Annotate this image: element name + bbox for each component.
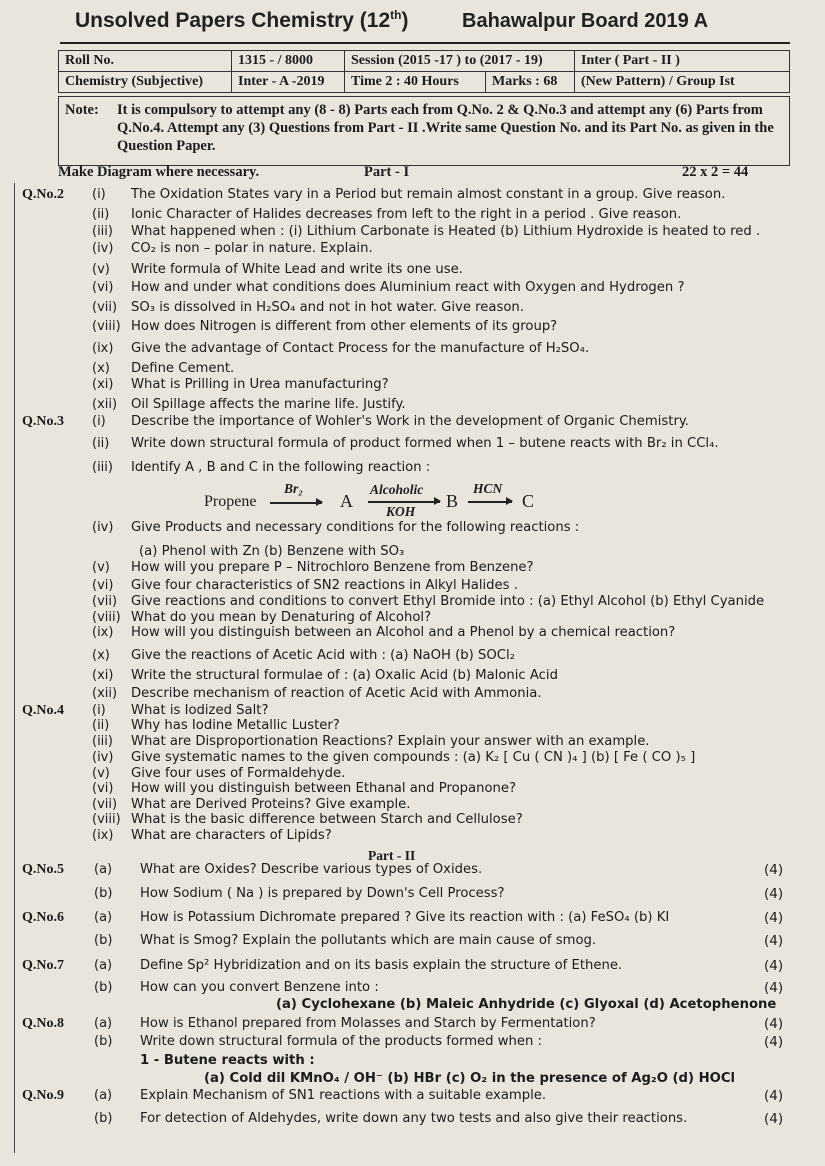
part2-marks: (4) bbox=[764, 886, 784, 902]
q3-item-text: Give reactions and conditions to convert Ethyl Bromide into : (a) Ethyl Alcohol (b) Ethyl Cyanide bbox=[131, 594, 765, 609]
part-one-title: Part - I bbox=[364, 164, 410, 180]
make-diagram-instruction: Make Diagram where necessary. bbox=[58, 164, 260, 180]
product-a: A bbox=[340, 491, 353, 511]
q3-item-number: (iii) bbox=[92, 460, 113, 475]
q3-label: Q.No.3 bbox=[22, 414, 64, 429]
q3-item-number: (iv) bbox=[92, 520, 114, 535]
q3-item-text: How will you prepare P – Nitrochloro Benzene from Benzene? bbox=[131, 560, 534, 575]
q3-item-text: Give four characteristics of SN2 reactions in Alkyl Halides . bbox=[131, 578, 518, 593]
part2-question-text: How Sodium ( Na ) is prepared by Down's Cell Process? bbox=[140, 886, 505, 901]
q3-item-number: (vii) bbox=[92, 594, 118, 609]
q4-item-number: (vi) bbox=[92, 781, 114, 796]
q2-item-number: (ix) bbox=[92, 341, 114, 356]
note-box bbox=[58, 96, 790, 166]
q3-item-text: Describe mechanism of reaction of Acetic Acid with Ammonia. bbox=[131, 686, 542, 701]
part2-question-text: 1 - Butene reacts with : bbox=[140, 1053, 315, 1068]
part2-question-text: For detection of Aldehydes, write down any two tests and also give their reactions. bbox=[140, 1111, 688, 1126]
q2-item-number: (xii) bbox=[92, 397, 118, 412]
q2-item-text: What is Prilling in Urea manufacturing? bbox=[131, 377, 389, 392]
q3-item-number: (i) bbox=[92, 414, 106, 429]
q4-item-text: How will you distinguish between Ethanal and Propanone? bbox=[131, 781, 516, 796]
part2-question-label: Q.No.7 bbox=[22, 958, 64, 973]
pattern-cell: (New Pattern) / Group Ist bbox=[575, 72, 790, 93]
reagent-2-top: Alcoholic bbox=[370, 482, 424, 497]
part2-question-text: How can you convert Benzene into : bbox=[140, 980, 379, 995]
q4-item-number: (viii) bbox=[92, 812, 121, 827]
q2-item-number: (ii) bbox=[92, 207, 110, 222]
q4-item-text: What are characters of Lipids? bbox=[131, 828, 332, 843]
reaction-arrow-2 bbox=[368, 501, 440, 503]
part2-question-text: What is Smog? Explain the pollutants which are main cause of smog. bbox=[140, 933, 597, 948]
part2-question-label: Q.No.5 bbox=[22, 862, 64, 877]
part2-marks: (4) bbox=[764, 980, 784, 996]
q3-item-text: What do you mean by Denaturing of Alcohol? bbox=[131, 610, 432, 625]
q2-item-text: CO₂ is non – polar in nature. Explain. bbox=[131, 241, 373, 256]
part2-part-number: (b) bbox=[94, 980, 113, 995]
part2-question-text: (a) Cyclohexane (b) Maleic Anhydride (c) Glyoxal (d) Acetophenone bbox=[276, 997, 777, 1012]
q4-label: Q.No.4 bbox=[22, 703, 64, 718]
q2-item-text: Write formula of White Lead and write its one use. bbox=[131, 262, 463, 277]
q2-item-number: (vii) bbox=[92, 300, 118, 315]
reagent-2-bottom: KOH bbox=[386, 504, 416, 519]
q2-item-number: (vi) bbox=[92, 280, 114, 295]
paper-title: Unsolved Papers Chemistry (12th) bbox=[75, 8, 409, 32]
q2-item-text: How does Nitrogen is different from other elements of its group? bbox=[131, 319, 558, 334]
part2-question-text: (a) Cold dil KMnO₄ / OH⁻ (b) HBr (c) O₂ in the presence of Ag₂O (d) HOCl bbox=[204, 1071, 736, 1086]
q3-item-text: How will you distinguish between an Alcohol and a Phenol by a chemical reaction? bbox=[131, 625, 676, 640]
reagent-3: HCN bbox=[473, 481, 503, 496]
board-name: Bahawalpur Board 2019 A bbox=[462, 10, 709, 32]
q3-item-text: Write the structural formulae of : (a) Oxalic Acid (b) Malonic Acid bbox=[131, 668, 558, 683]
q4-item-text: Give four uses of Formaldehyde. bbox=[131, 766, 346, 781]
part2-marks: (4) bbox=[764, 1034, 784, 1050]
part-one-marks: 22 x 2 = 44 bbox=[682, 164, 749, 180]
q4-item-number: (iii) bbox=[92, 734, 113, 749]
reaction-reactant: Propene bbox=[204, 493, 257, 510]
q3-item-text: (a) Phenol with Zn (b) Benzene with SO₃ bbox=[139, 544, 405, 559]
q2-item-text: SO₃ is dissolved in H₂SO₄ and not in hot water. Give reason. bbox=[131, 300, 524, 315]
inter-year-cell: Inter - A -2019 bbox=[232, 72, 345, 93]
q2-label: Q.No.2 bbox=[22, 187, 64, 202]
q2-item-text: Ionic Character of Halides decreases from left to the right in a period . Give reason. bbox=[131, 207, 682, 222]
part2-marks: (4) bbox=[764, 933, 784, 949]
q2-item-number: (x) bbox=[92, 361, 110, 376]
time-cell: Time 2 : 40 Hours bbox=[345, 72, 486, 93]
q4-item-text: Give systematic names to the given compounds : (a) K₂ [ Cu ( CN )₄ ] (b) [ Fe ( CO )₅ ] bbox=[131, 750, 696, 765]
part2-part-number: (a) bbox=[94, 1016, 113, 1031]
part2-part-number: (b) bbox=[94, 933, 113, 948]
q3-item-number: (ix) bbox=[92, 625, 114, 640]
q4-item-number: (iv) bbox=[92, 750, 114, 765]
part2-question-text: What are Oxides? Describe various types of Oxides. bbox=[140, 862, 483, 877]
q2-item-text: What happened when : (i) Lithium Carbonate is Heated (b) Lithium Hydroxide is heated to red . bbox=[131, 224, 761, 239]
q4-item-text: What is the basic difference between Starch and Cellulose? bbox=[131, 812, 523, 827]
q2-item-text: Define Cement. bbox=[131, 361, 235, 376]
q4-item-number: (v) bbox=[92, 766, 110, 781]
reaction-arrow-1 bbox=[270, 502, 322, 504]
q3-item-number: (v) bbox=[92, 560, 110, 575]
subject-cell: Chemistry (Subjective) bbox=[59, 72, 232, 93]
part2-question-text: How is Potassium Dichromate prepared ? Give its reaction with : (a) FeSO₄ (b) KI bbox=[140, 910, 670, 925]
q2-item-text: How and under what conditions does Aluminium react with Oxygen and Hydrogen ? bbox=[131, 280, 685, 295]
q4-item-number: (ix) bbox=[92, 828, 114, 843]
inter-part-cell: Inter ( Part - II ) bbox=[575, 51, 790, 72]
q4-item-text: What are Disproportionation Reactions? Explain your answer with an example. bbox=[131, 734, 650, 749]
note-text: It is compulsory to attempt any (8 - 8) Parts each from Q.No. 2 & Q.No.3 and attempt any (6) Parts from Q.No.4. Attempt any (3) Questions from Part - II .Write same Question No. and its Part No. as given in the Question Paper. bbox=[117, 102, 774, 154]
q3-item-number: (vi) bbox=[92, 578, 114, 593]
part2-part-number: (a) bbox=[94, 862, 113, 877]
q2-item-number: (viii) bbox=[92, 319, 121, 334]
q4-item-text: What is Iodized Salt? bbox=[131, 703, 269, 718]
q3-item-number: (xi) bbox=[92, 668, 114, 683]
reagent-1: Br₂ bbox=[284, 481, 303, 496]
q4-item-text: Why has Iodine Metallic Luster? bbox=[131, 718, 340, 733]
part2-question-text: Define Sp² Hybridization and on its basis explain the structure of Ethene. bbox=[140, 958, 623, 973]
part2-marks: (4) bbox=[764, 910, 784, 926]
q3-item-number: (viii) bbox=[92, 610, 121, 625]
session-cell: Session (2015 -17 ) to (2017 - 19) bbox=[345, 51, 575, 72]
part2-marks: (4) bbox=[764, 958, 784, 974]
part2-marks: (4) bbox=[764, 1111, 784, 1127]
part2-question-label: Q.No.8 bbox=[22, 1016, 64, 1031]
part2-part-number: (a) bbox=[94, 958, 113, 973]
q4-item-text: What are Derived Proteins? Give example. bbox=[131, 797, 411, 812]
part2-part-number: (b) bbox=[94, 1034, 113, 1049]
part2-part-number: (a) bbox=[94, 910, 113, 925]
part2-question-text: Explain Mechanism of SN1 reactions with a suitable example. bbox=[140, 1088, 547, 1103]
part2-part-number: (b) bbox=[94, 886, 113, 901]
q3-item-text: Give the reactions of Acetic Acid with : (a) NaOH (b) SOCl₂ bbox=[131, 648, 515, 663]
header-divider bbox=[60, 42, 790, 44]
q2-item-text: Oil Spillage affects the marine life. Justify. bbox=[131, 397, 406, 412]
q3-item-text: Describe the importance of Wohler's Work in the development of Organic Chemistry. bbox=[131, 414, 689, 429]
q4-item-number: (i) bbox=[92, 703, 106, 718]
q2-item-number: (xi) bbox=[92, 377, 114, 392]
q2-item-number: (iv) bbox=[92, 241, 114, 256]
product-c: C bbox=[522, 491, 535, 511]
note-label: Note: bbox=[65, 102, 99, 118]
part2-part-number: (a) bbox=[94, 1088, 113, 1103]
q4-item-number: (ii) bbox=[92, 718, 110, 733]
part2-question-text: How is Ethanol prepared from Molasses and Starch by Fermentation? bbox=[140, 1016, 596, 1031]
part2-question-text: Write down structural formula of the products formed when : bbox=[140, 1034, 542, 1049]
part-two-title: Part - II bbox=[368, 848, 416, 863]
q2-item-number: (iii) bbox=[92, 224, 113, 239]
part2-part-number: (b) bbox=[94, 1111, 113, 1126]
q2-item-text: The Oxidation States vary in a Period but remain almost constant in a group. Give reason. bbox=[131, 187, 726, 202]
part2-question-label: Q.No.6 bbox=[22, 910, 64, 925]
marks-cell: Marks : 68 bbox=[486, 72, 575, 93]
q4-item-number: (vii) bbox=[92, 797, 118, 812]
product-b: B bbox=[446, 491, 459, 511]
q2-item-number: (i) bbox=[92, 187, 106, 202]
part2-marks: (4) bbox=[764, 1016, 784, 1032]
part2-marks: (4) bbox=[764, 862, 784, 878]
part2-marks: (4) bbox=[764, 1088, 784, 1104]
part2-question-label: Q.No.9 bbox=[22, 1088, 64, 1103]
q3-item-number: (x) bbox=[92, 648, 110, 663]
q3-item-text: Identify A , B and C in the following reaction : bbox=[131, 460, 431, 475]
reaction-arrow-3 bbox=[468, 501, 512, 503]
q3-item-number: (xii) bbox=[92, 686, 118, 701]
roll-no-cell: Roll No. bbox=[59, 51, 232, 72]
paper-info-table bbox=[58, 50, 790, 93]
q2-item-text: Give the advantage of Contact Process for the manufacture of H₂SO₄. bbox=[131, 341, 590, 356]
q3-item-text: Give Products and necessary conditions for the following reactions : bbox=[131, 520, 580, 535]
q3-item-text: Write down structural formula of product formed when 1 – butene reacts with Br₂ in CCl₄. bbox=[131, 436, 719, 451]
paper-code-cell: 1315 - / 8000 bbox=[232, 51, 345, 72]
q3-item-number: (ii) bbox=[92, 436, 110, 451]
q2-item-number: (v) bbox=[92, 262, 110, 277]
